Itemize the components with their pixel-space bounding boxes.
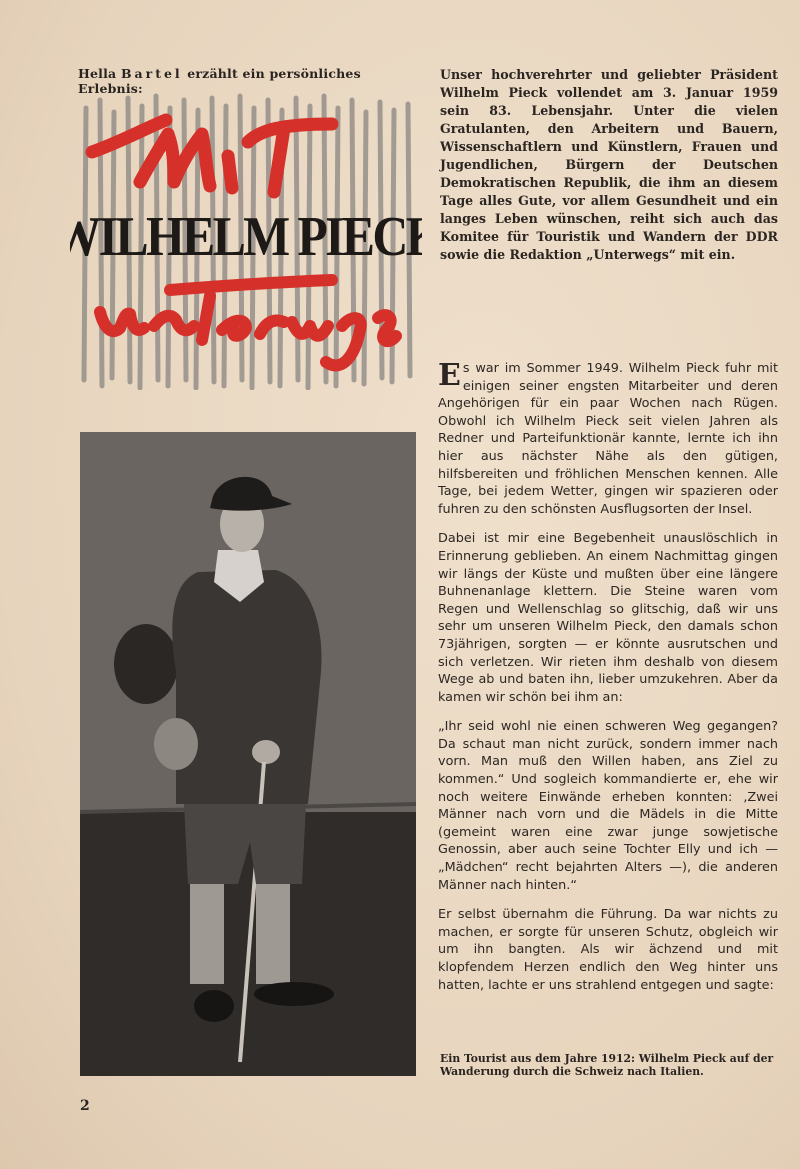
paragraph-2: Dabei ist mir eine Begebenheit unauslöschlich in Erinnerung geblieben. An einem Nachmittag gingen wir längs der Küste und mußten über eine längere Buhnenanlage klettern. Die Steine waren vom Regen und Wellenschlag so glitschig, daß wir uns sehr um unseren Wilhelm Pieck, den damals schon 73jährigen, sorgten — er könnte ausrutschen und sich verletzen. Wir rieten ihm deshalb von diesem Wege ab und baten ihn, lieber umzukehren. Aber da kamen wir schön bei ihm an: [438, 531, 778, 705]
photo-illustration [80, 432, 416, 1076]
logo-graphic [70, 90, 422, 390]
paragraph-1-text: s war im Sommer 1949. Wilhelm Pieck fuhr mit einigen seiner engsten Mitarbeiter und deren Angehörigen für ein paar Wochen nach Rügen. Obwohl ich Wilhelm Pieck seit vielen Jahren als Redner und Parteifunktionär kannte, lernte ich ihn hier aus nächster Nähe als den gütigen, hilfsbereiten und fröhlichen Menschen kennen. Alle Tage, bei jedem Wetter, gingen wir spazieren oder fuhren zu den schönsten Ausflugsorten der Insel. [438, 361, 778, 517]
intro-paragraph: Unser hochverehrter und geliebter Präsident Wilhelm Pieck vollendet am 3. Januar 1959 sein 83. Lebensjahr. Unter die vielen Gratulanten, den Arbeitern und Bauern, Wissenschaftlern und Künstlern, Frauen und Jugendlichen, Bürgern der Deutschen Demokratischen Republik, die ihm an diesem Tage alles Gute, vor allem Gesundheit und ein langes Leben wünschen, reiht sich auch das Komitee für Touristik und Wandern der DDR sowie die Redaktion „Unterwegs“ mit ein. [440, 67, 778, 262]
drop-cap: E [438, 358, 461, 393]
paragraph-4: Er selbst übernahm die Führung. Da war nichts zu machen, er sorgte für unseren Schutz, obgleich wir um ihn bangten. Als wir ächzend und mit klopfendem Herzen endlich den Weg hinter uns hatten, lachte er uns strahlend entgegen und sagte: [438, 907, 778, 993]
page-number: 2 [80, 1098, 90, 1114]
paragraph-3: „Ihr seid wohl nie einen schweren Weg gegangen? Da schaut man nicht zurück, sondern immer nach vorn. Man muß den Willen haben, ans Ziel zu kommen.“ Und sogleich kommandierte er, ehe wir noch weitere Einwände erheben konnten: ‚Zwei Männer nach vorn und die Mädels in die Mitte (gemeint waren eine zwar junge sowjetische Genossin, aber auch seine Tochter Elly und ich — „Mädchen“ recht bejahrten Alters —), die anderen Männer nach hinten.“ [438, 719, 778, 893]
article-body [438, 360, 778, 1006]
logo-title-text: WILHELM PIECK [70, 206, 422, 268]
byline-prefix: Hella [78, 66, 117, 81]
byline-suffix: erzählt ein persönliches Erlebnis: [78, 66, 361, 96]
photo-caption: Ein Tourist aus dem Jahre 1912: Wilhelm Pieck auf der Wanderung durch die Schweiz nach Italien. [440, 1052, 774, 1078]
paragraph-1 [438, 360, 778, 518]
historical-photo [80, 432, 416, 1076]
title-logo [70, 90, 422, 390]
byline-name: Bartel [120, 66, 183, 81]
